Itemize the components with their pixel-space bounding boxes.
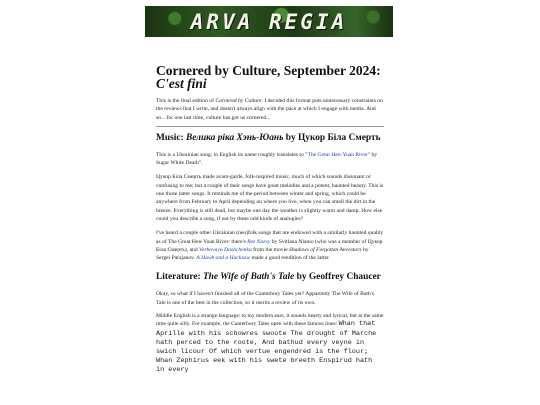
music-p1-post: " by Sugar White Death". bbox=[156, 151, 378, 167]
page-title bbox=[156, 64, 384, 90]
literature-p2-text: Middle English is a strange language: to my modern ears, it sounds hearty and lyrical, but at the same time quite silly. For example, the Canterbury Tales open with these famous lines: bbox=[156, 313, 384, 328]
movie-title: Shadows of Forgotten Ancestors bbox=[289, 246, 362, 253]
divider bbox=[156, 126, 384, 127]
literature-heading-pre: Literature: bbox=[156, 272, 203, 283]
song-link[interactable]: The Great Hen-Yuan River bbox=[307, 151, 368, 158]
music-paragraph-3 bbox=[156, 229, 384, 262]
music-p3-g: by Sergei Parajanov. bbox=[156, 246, 369, 262]
music-paragraph-1 bbox=[156, 151, 384, 168]
music-heading bbox=[156, 133, 384, 144]
site-title[interactable]: ARVA REGIA bbox=[190, 9, 348, 34]
article bbox=[156, 64, 384, 376]
intro-text-post: . I decided this format puts unnecessary constraints on the reviews that I write, and doesn't always align with the pace at which I engage with media. And so... for one last time, culture has got us cornered... bbox=[156, 98, 383, 121]
intro-text-em: Cornered by Culture bbox=[215, 98, 262, 104]
music-heading-pre: Music: bbox=[156, 132, 186, 143]
music-heading-italic: Велика ріка Хэнь-Юань bbox=[185, 132, 284, 143]
intro-paragraph bbox=[156, 97, 384, 122]
literature-paragraph-1: Okay, so what if I haven't finished all of the Canterbury Tales yet? Apparently The Wife of Bath's Tale is one of the best in the collection, so it merits a review of its own. bbox=[156, 291, 374, 306]
verbovaya-link[interactable]: Verbovaya Doshchenka bbox=[199, 246, 252, 253]
middle-english-verse: Whan that Aprille with his schowres swoote The drought of Marche hath perced to the roote, And bathud every veyne in swich licour Of which vertue engendred is the flour; Whan Zephirus eek with his swete breeth Enspirud hath in every bbox=[156, 320, 377, 375]
title-plain: Cornered by Culture, September 2024: bbox=[156, 63, 381, 78]
music-p3-c: by Svitlana Nianio (who was a member of Цукор Біла Смерть), and bbox=[156, 238, 383, 253]
music-p3-i: made a good rendition of the latter. bbox=[250, 255, 330, 262]
literature-paragraph-2 bbox=[156, 312, 384, 376]
hawk-hacksaw-link[interactable]: A Hawk and a Hacksaw bbox=[196, 255, 251, 262]
literature-heading-post: by Geoffrey Chaucer bbox=[294, 272, 381, 283]
literature-heading bbox=[156, 272, 384, 283]
title-italic: C'est fini bbox=[156, 76, 207, 91]
music-p3-a: I've heard a couple other Ukrainian (neo)folk songs that are endowed with a similarly haunted quality as of The Great Hen-Yuan River: there's bbox=[156, 230, 384, 245]
music-heading-post: by Цукор Біла Смерть bbox=[283, 132, 381, 143]
music-paragraph-2: Цукор Біла Смерть made avant-garde, folk-inspired music, much of which sounds dissonant or confusing to me; but a couple of their songs have great melodies and a potent, haunted beauty. This is one those latter songs. It reminds me of the period between winter and spring, which could be anywhere from February to April depending on where you live, when you can smell the dirt in the breeze. Everything is still dead, but maybe one day the weather is slightly warm and damp. How else could you describe a song, if not by these odd kinds of analogies? bbox=[156, 174, 384, 222]
intro-text-pre: This is the final edition of bbox=[156, 98, 216, 104]
bez-nazvy-link[interactable]: Bez Nazvy bbox=[247, 238, 271, 245]
literature-heading-italic: The Wife of Bath's Tale bbox=[202, 272, 295, 283]
music-p3-e: from the movie bbox=[251, 246, 290, 253]
site-banner[interactable] bbox=[145, 6, 393, 37]
music-p1-pre: This is a Ukrainian song; in English its name roughly translates to " bbox=[156, 151, 308, 158]
